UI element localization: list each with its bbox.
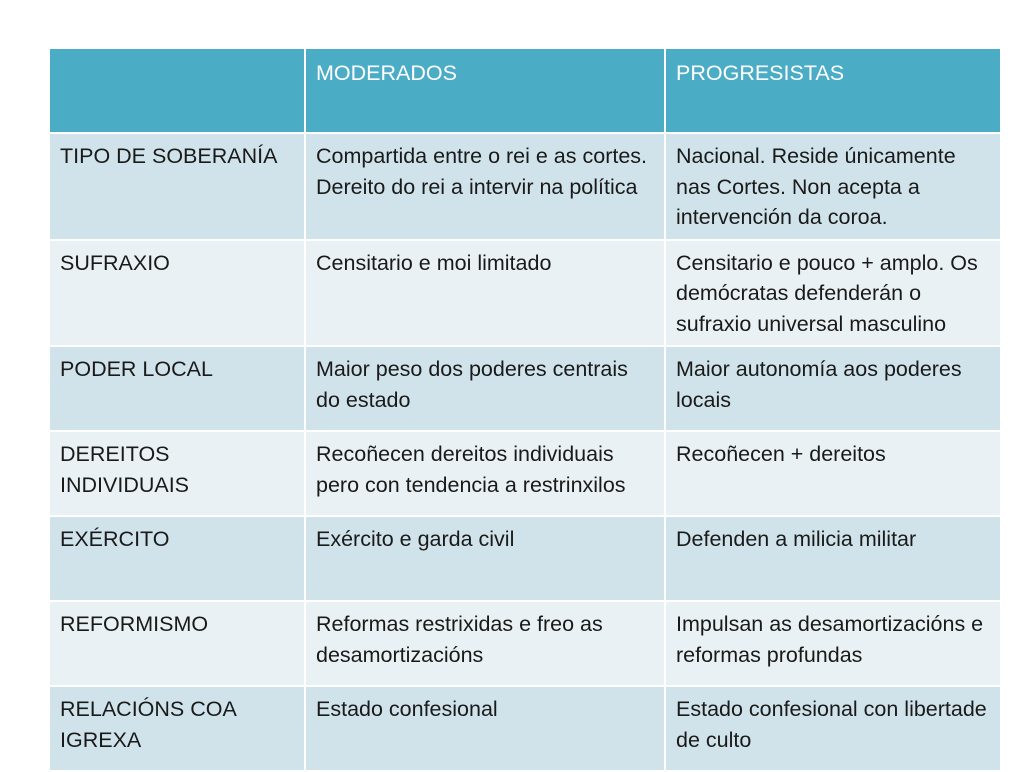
progresistas-cell: Estado confesional con libertade de culto [665, 686, 1001, 771]
header-cell-moderados: MODERADOS [305, 48, 665, 133]
row-label: EXÉRCITO [49, 516, 305, 601]
table-header-row [49, 48, 1001, 133]
moderados-cell: Recoñecen dereitos individuais pero con tendencia a restrinxilos [305, 431, 665, 516]
progresistas-cell: Maior autonomía aos poderes locais [665, 346, 1001, 431]
moderados-cell: Compartida entre o rei e as cortes. Dereito do rei a intervir na política [305, 133, 665, 240]
progresistas-cell: Nacional. Reside únicamente nas Cortes. Non acepta a intervención da coroa. [665, 133, 1001, 240]
table-row-dereitos [49, 431, 1001, 516]
table-row-poder-local [49, 346, 1001, 431]
table-row-igrexa [49, 686, 1001, 771]
progresistas-cell: Recoñecen + dereitos [665, 431, 1001, 516]
row-label: SUFRAXIO [49, 240, 305, 347]
moderados-cell: Censitario e moi limitado [305, 240, 665, 347]
progresistas-cell: Defenden a milicia militar [665, 516, 1001, 601]
header-cell-progresistas: PROGRESISTAS [665, 48, 1001, 133]
comparison-table [48, 47, 1002, 772]
progresistas-cell: Censitario e pouco + amplo. Os demócratas defenderán o sufraxio universal masculino [665, 240, 1001, 347]
row-label: REFORMISMO [49, 601, 305, 686]
header-cell-empty [49, 48, 305, 133]
progresistas-cell: Impulsan as desamortizacións e reformas profundas [665, 601, 1001, 686]
row-label: PODER LOCAL [49, 346, 305, 431]
moderados-cell: Maior peso dos poderes centrais do estado [305, 346, 665, 431]
table-row-exercito [49, 516, 1001, 601]
row-label: DEREITOS INDIVIDUAIS [49, 431, 305, 516]
row-label: TIPO DE SOBERANÍA [49, 133, 305, 240]
moderados-cell: Exército e garda civil [305, 516, 665, 601]
row-label: RELACIÓNS COA IGREXA [49, 686, 305, 771]
table-row-reformismo [49, 601, 1001, 686]
moderados-cell: Estado confesional [305, 686, 665, 771]
moderados-cell: Reformas restrixidas e freo as desamortizacións [305, 601, 665, 686]
table-row-soberania [49, 133, 1001, 240]
table-row-sufraxio [49, 240, 1001, 347]
